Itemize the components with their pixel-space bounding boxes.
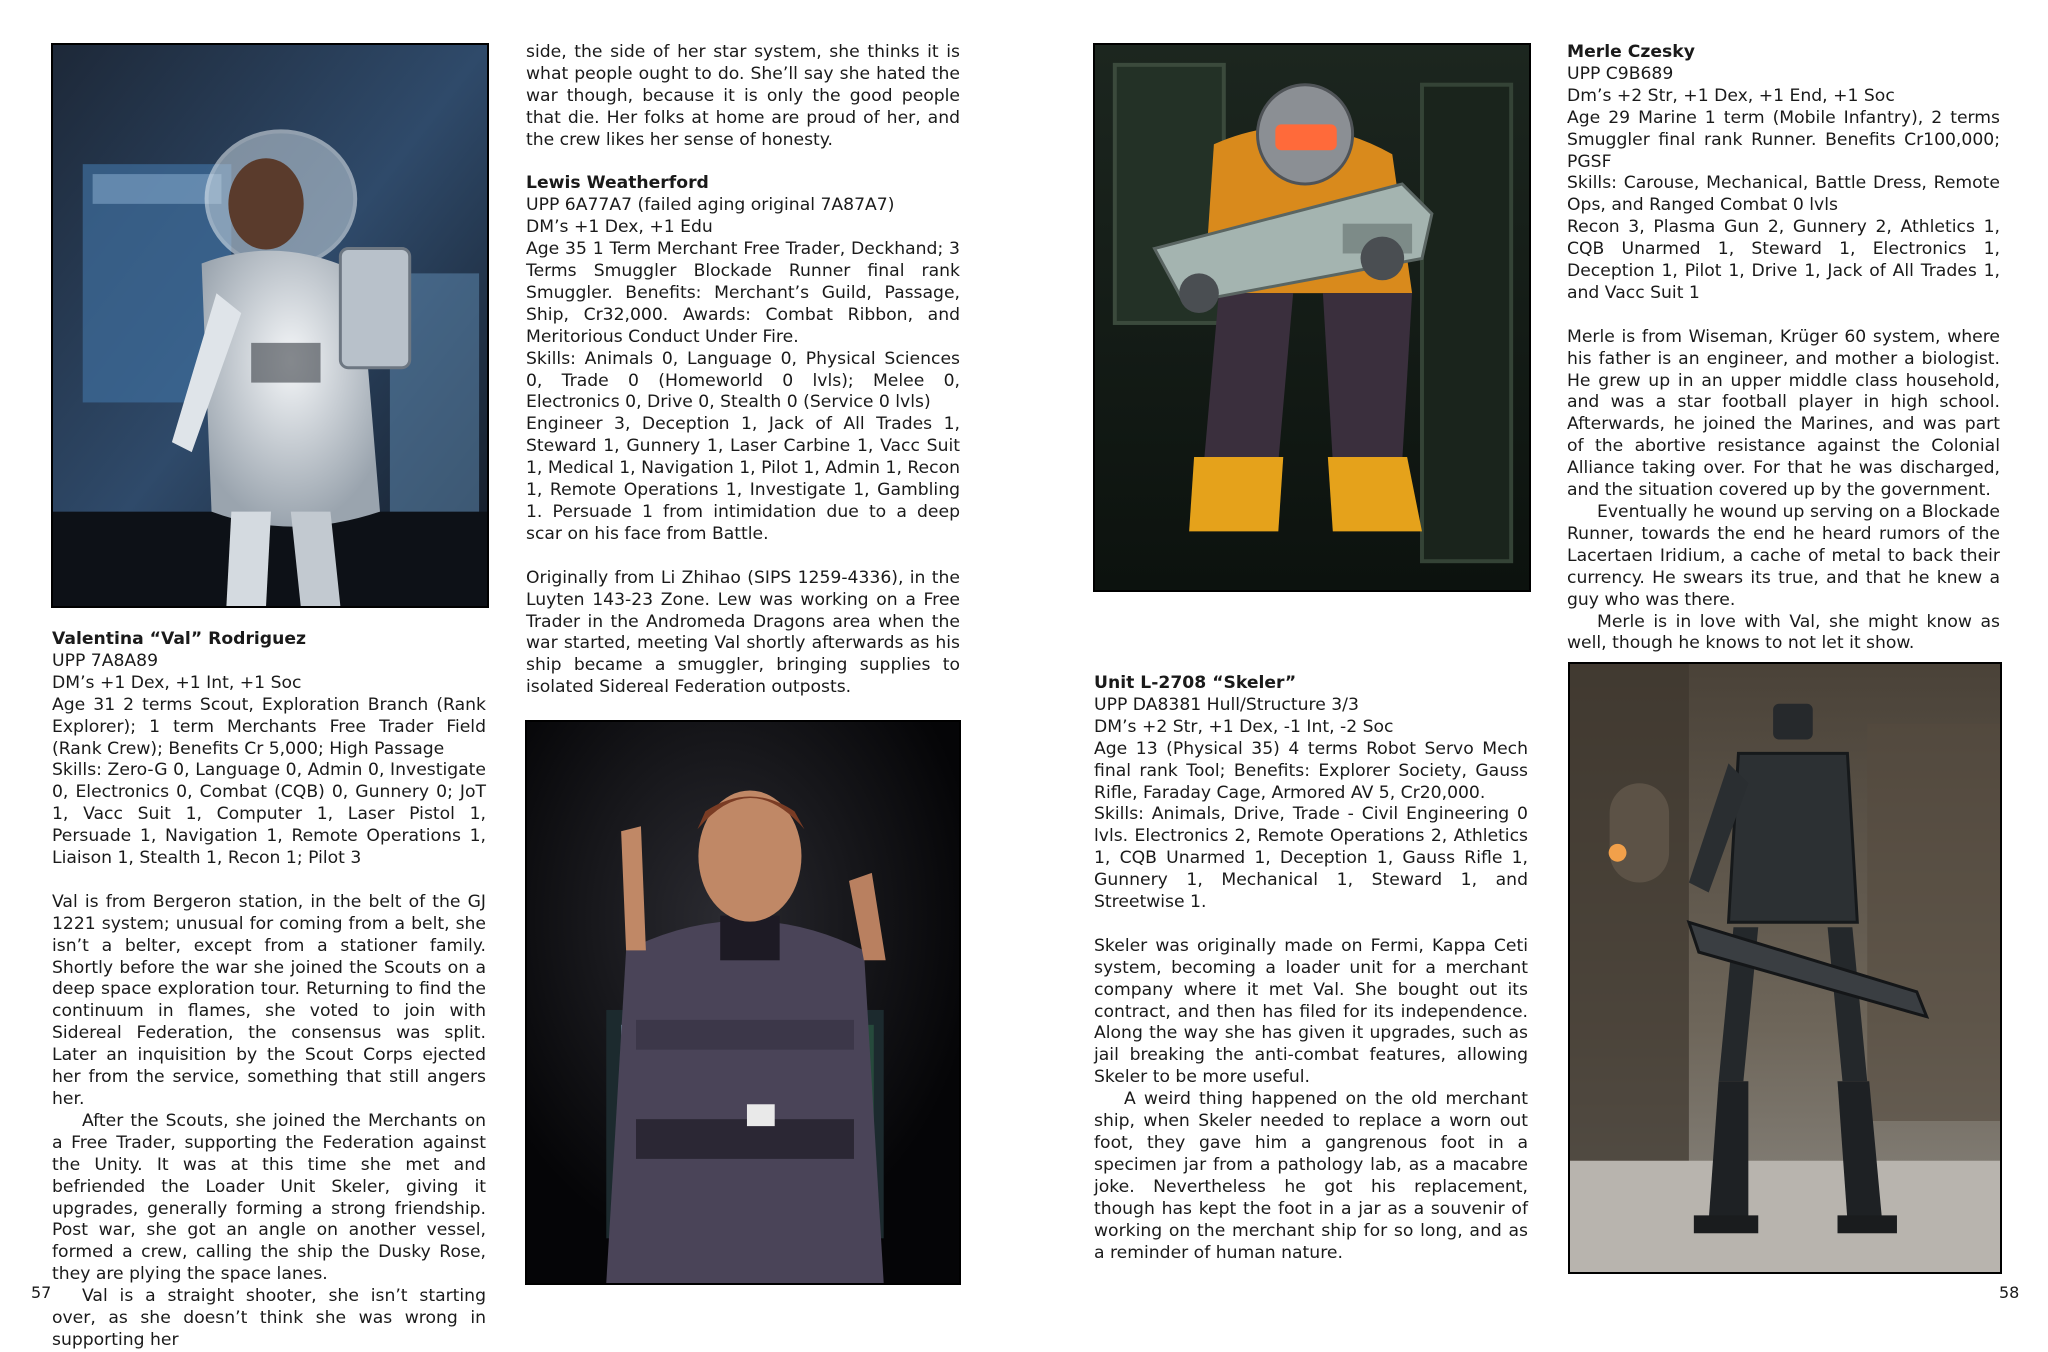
skeler-robot-illustration [1568,662,2002,1274]
val-bio-paragraph-1: Val is from Bergeron station, in the belt of the GJ 1221 system; unusual for coming from a belt, she isn’t a belter, except from a stationer family. Shortly before the war she joined the Scouts on a deep space exploration tour. Returning to find the continuum in flames, she voted to join with Sidereal Federation, the consensus was split. Later an inquisition by the Scout Corps ejected her from the service, something that still angers her. [52,891,486,1110]
merle-skills-trained: Recon 3, Plasma Gun 2, Gunnery 2, Athletics 1, CQB Unarmed 1, Steward 1, Electronics 1, Deception 1, Pilot 1, Drive 1, Jack of All Trades 1, and Vacc Suit 1 [1567,217,2000,303]
val-upp: UPP 7A8A89 [52,650,159,671]
val-skills: Skills: Zero-G 0, Language 0, Admin 0, Investigate 0, Electronics 0, Combat (CQB) 0, Gunnery 0; JoT 1, Vacc Suit 1, Computer 1, Laser Pistol 1, Persuade 1, Navigation 1, Remote Operations 1, Liaison 1, Stealth 1, Recon 1; Pilot 3 [52,760,486,869]
lewis-text-column [526,42,960,699]
skeler-skills: Skills: Animals, Drive, Trade - Civil Engineering 0 lvls. Electronics 2, Remote Operations 2, Athletics 1, CQB Unarmed 1, Deception 1, Gauss Rifle 1, Gunnery 1, Mechanical 1, Steward 1, and Streetwise 1. [1094,804,1528,913]
lewis-career: Age 35 1 Term Merchant Free Trader, Deckhand; 3 Terms Smuggler Blockade Runner final rank Smuggler. Benefits: Merchant’s Guild, Passage, Ship, Cr32,000. Awards: Combat Ribbon, and Meritorious Conduct Under Fire. [526,239,960,347]
lewis-bio: Originally from Li Zhihao (SIPS 1259-4336), in the Luyten 143-23 Zone. Lew was working on a Free Trader in the Andromeda Dragons area when the war started, meeting Val shortly afterwards as his ship became a smuggler, bringing supplies to isolated Sidereal Federation outposts. [526,567,960,698]
merle-bio-paragraph-1: Merle is from Wiseman, Krüger 60 system, where his father is an engineer, and mother a biologist. He grew up in an upper middle class household, and was a star football player in high school. Afterwards, he joined the Marines, and was part of the abortive resistance against the Colonial Alliance taking over. For that he was discharged, and the situation covered up by the government. [1567,326,2000,501]
val-bio-paragraph-3: Val is a straight shooter, she isn’t starting over, as she doesn’t think she was wrong in supporting her [52,1286,486,1350]
merle-name-heading: Merle Czesky [1567,42,1695,62]
val-dm: DM’s +1 Dex, +1 Int, +1 Soc [52,672,302,693]
merle-bio-paragraph-3: Merle is in love with Val, she might know as well, though he knows to not let it show. [1567,611,2000,654]
merle-career: Age 29 Marine 1 term (Mobile Infantry), 2 terms Smuggler final rank Runner. Benefits Cr100,000; PGSF [1567,107,2000,172]
val-career: Age 31 2 terms Scout, Exploration Branch (Rank Explorer); 1 term Merchants Free Trader Field (Rank Crew); Benefits Cr 5,000; High Passage [52,694,486,759]
val-name-heading: Valentina “Val” Rodriguez [52,629,307,649]
lewis-skills-trained: Engineer 3, Deception 1, Jack of All Trades 1, Steward 1, Gunnery 1, Laser Carbine 1, Vacc Suit 1, Medical 1, Navigation 1, Pilot 1, Admin 1, Recon 1, Remote Operations 1, Investigate 1, Gambling 1. Persuade 1 from intimidation due to a deep scar on his face from Battle. [526,414,960,544]
skeler-dm: DM’s +2 Str, +1 Dex, -1 Int, -2 Soc [1094,716,1394,737]
lewis-name-heading: Lewis Weatherford [526,173,709,194]
val-bio-paragraph-2: After the Scouts, she joined the Merchants on a Free Trader, supporting the Federation against the Unity. It was at this time she met and befriended the Loader Unit Skeler, giving it upgrades, generally forming a strong friendship. Post war, she got an angle on another vessel, formed a crew, calling the ship the Dusky Rose, they are plying the space lanes. [52,1110,486,1285]
lewis-skills: Skills: Animals 0, Language 0, Physical Sciences 0, Trade 0 (Homeworld 0 lvls); Melee 0, Electronics 0, Drive 0, Stealth 0 (Service 0 lvls) [526,348,960,413]
merle-bio-paragraph-2: Eventually he wound up serving on a Blockade Runner, towards the end he heard rumors of the Lacertaen Iridium, a cache of metal to back their currency. He swears its true, and that he knew a guy who was there. [1567,502,2000,610]
lewis-portrait-illustration [525,720,961,1285]
val-bio-continuation: side, the side of her star system, she thinks it is what people ought to do. She’ll say she hated the war though, because it is only the good people that die. Her folks at home are proud of her, and the crew likes her sense of honesty. [526,42,960,150]
lewis-dm: DM’s +1 Dex, +1 Edu [526,217,713,238]
skeler-text-column [1094,673,1528,1264]
skeler-upp: UPP DA8381 Hull/Structure 3/3 [1094,694,1359,715]
skeler-bio-paragraph-2: A weird thing happened on the old merchant ship, when Skeler needed to replace a worn out foot, they gave him a gangrenous foot in a specimen jar from a pathology lab, as a macabre joke. Nevertheless he got his replacement, though has kept the foot in a jar as a souvenir of working on the merchant ship for so long, and as a reminder of human nature. [1094,1089,1528,1263]
merle-dm: Dm’s +2 Str, +1 Dex, +1 End, +1 Soc [1567,85,1895,106]
page-number-left: 57 [31,1283,52,1302]
page-number-right: 58 [1999,1283,2020,1302]
merle-marine-illustration [1093,43,1531,592]
skeler-bio-paragraph-1: Skeler was originally made on Fermi, Kappa Ceti system, becoming a loader unit for a merchant company where it met Val. She bought out its contract, and then has filed for its independence. Along the way she has given it upgrades, such as jail breaking the anti-combat features, allowing Skeler to be more useful. [1094,935,1528,1088]
skeler-career: Age 13 (Physical 35) 4 terms Robot Servo Mech final rank Tool; Benefits: Explorer Society, Gauss Rifle, Faraday Cage, Armored AV 5, Cr20,000. [1094,738,1528,803]
merle-upp: UPP C9B689 [1567,63,1674,84]
lewis-upp: UPP 6A77A7 (failed aging original 7A87A7) [526,195,895,216]
val-astronaut-illustration [51,43,489,608]
merle-text-column [1567,42,2000,655]
merle-skills: Skills: Carouse, Mechanical, Battle Dress, Remote Ops, and Ranged Combat 0 lvls [1567,173,2000,216]
val-text-column [52,629,486,1352]
skeler-name-heading: Unit L-2708 “Skeler” [1094,673,1297,693]
